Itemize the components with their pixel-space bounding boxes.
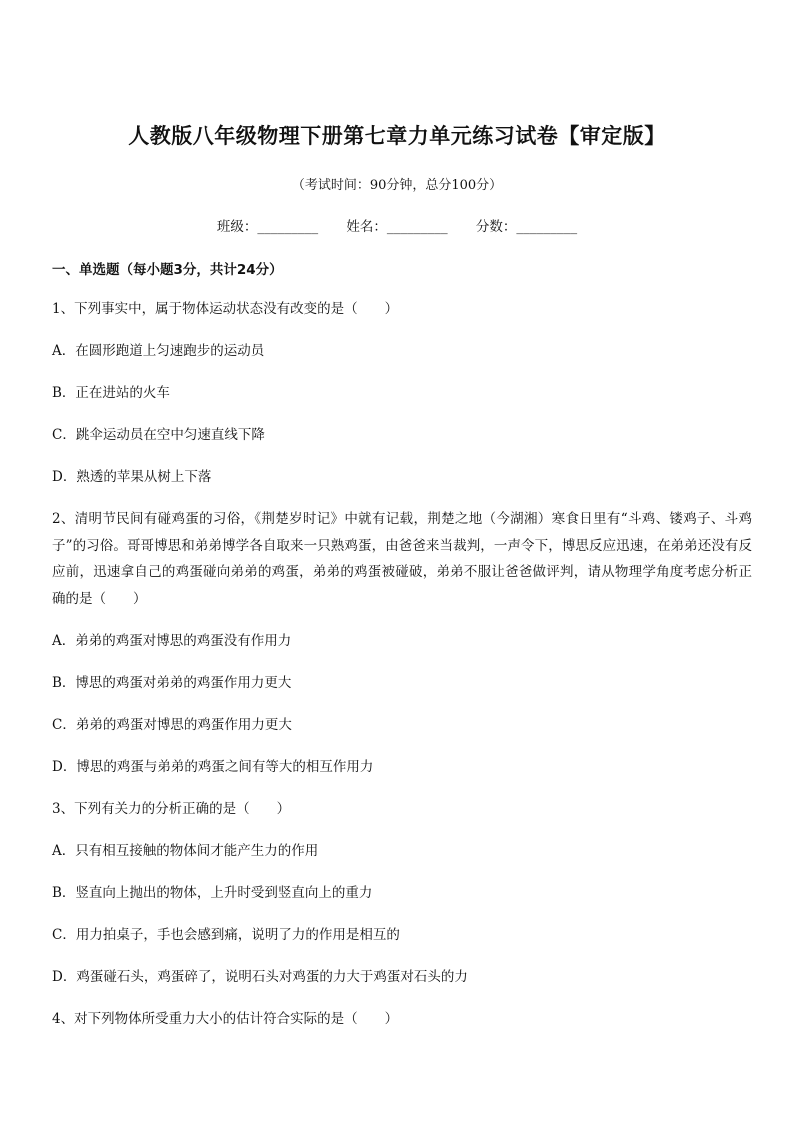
name-field: 姓名：_________	[346, 219, 448, 235]
question-4-stem: 4、对下列物体所受重力大小的估计符合实际的是（ ）	[52, 1011, 399, 1027]
question-2-option-d: D．博思的鸡蛋与弟弟的鸡蛋之间有等大的相互作用力	[52, 759, 374, 775]
question-2-option-a: A．弟弟的鸡蛋对博思的鸡蛋没有作用力	[52, 633, 292, 649]
section-heading-single-choice: 一、单选题（每小题3分，共计24分）	[52, 262, 283, 278]
page-title: 人教版八年级物理下册第七章力单元练习试卷【审定版】	[128, 124, 666, 148]
student-info-row	[0, 215, 794, 235]
question-2-stem: 2、清明节民间有碰鸡蛋的习俗，《荆楚岁时记》中就有记载，荆楚之地（今湖湘）寒食日里有“斗鸡、镂鸡子、斗鸡子”的习俗。哥哥博思和弟弟博学各自取来一只熟鸡蛋，由爸爸来当裁判，一声令下，博思反应迅速，在弟弟还没有反应前，迅速拿自己的鸡蛋碰向弟弟的鸡蛋，弟弟的鸡蛋被碰破，弟弟不服让爸爸做评判，请从物理学角度考虑分析正确的是（ ）	[52, 511, 752, 607]
question-1-option-b: B．正在进站的火车	[52, 385, 170, 401]
question-1-option-a: A．在圆形跑道上匀速跑步的运动员	[52, 343, 265, 359]
question-3-option-c: C．用力拍桌子，手也会感到痛，说明了力的作用是相互的	[52, 927, 400, 943]
class-field: 班级：_________	[216, 219, 319, 235]
question-list	[52, 296, 752, 1048]
question-3-option-d: D．鸡蛋碰石头，鸡蛋碎了，说明石头对鸡蛋的力大于鸡蛋对石头的力	[52, 969, 468, 985]
question-3-option-a: A．只有相互接触的物体间才能产生力的作用	[52, 843, 319, 859]
question-3-stem: 3、下列有关力的分析正确的是（ ）	[52, 801, 291, 817]
question-2-option-c: C．弟弟的鸡蛋对博思的鸡蛋作用力更大	[52, 717, 292, 733]
exam-time-note: （考试时间：90分钟，总分100分）	[291, 178, 503, 193]
question-1-option-d: D．熟透的苹果从树上下落	[52, 469, 212, 485]
question-1-option-c: C．跳伞运动员在空中匀速直线下降	[52, 427, 265, 443]
question-3-option-b: B．竖直向上抛出的物体，上升时受到竖直向上的重力	[52, 885, 373, 901]
score-field: 分数：_________	[475, 219, 578, 235]
question-1-stem: 1、下列事实中，属于物体运动状态没有改变的是（ ）	[52, 301, 399, 317]
question-2-option-b: B．博思的鸡蛋对弟弟的鸡蛋作用力更大	[52, 675, 292, 691]
